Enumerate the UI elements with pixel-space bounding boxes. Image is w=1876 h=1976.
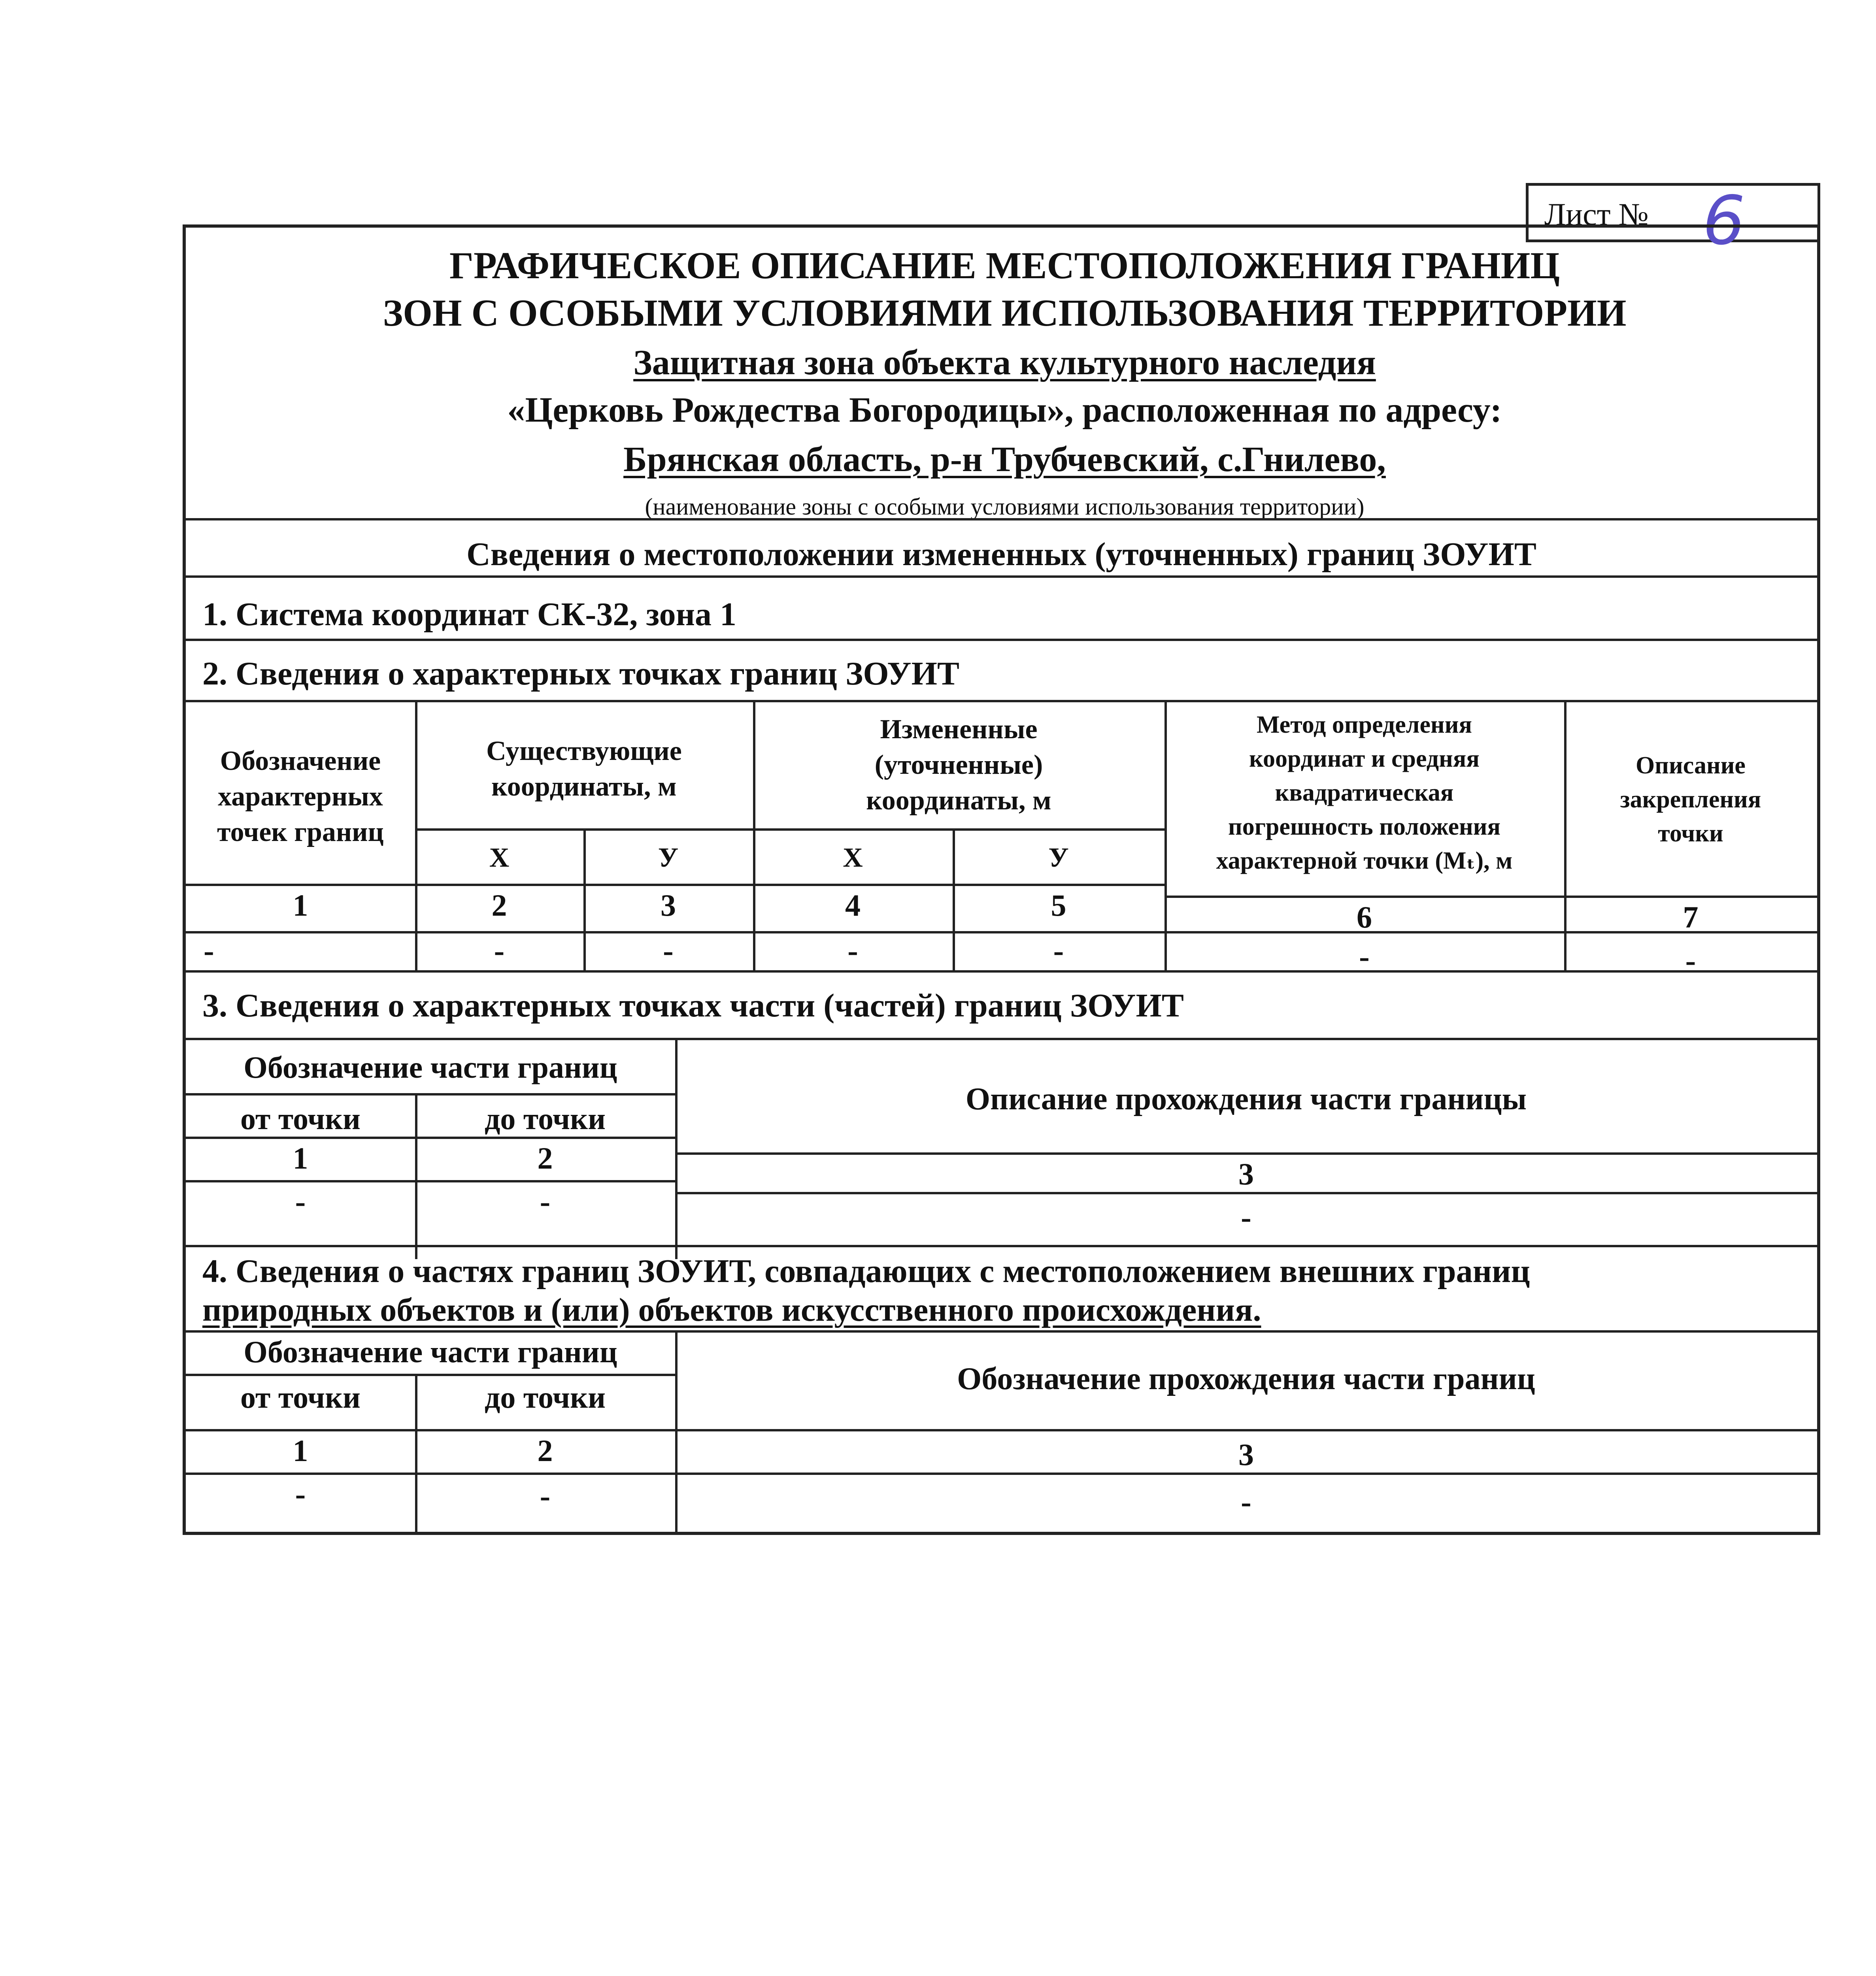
header-text: Измененные — [880, 714, 1038, 745]
header-text: погрешность положения — [1228, 813, 1500, 840]
section3-title: 3. Сведения о характерных точках части (частей) границ ЗОУИТ — [202, 987, 1184, 1024]
header-text: характерных — [218, 781, 383, 812]
col-changed-coords — [753, 712, 1164, 818]
table-line — [186, 1093, 675, 1095]
header-text: координаты, м — [866, 785, 1051, 816]
col-fixing-description — [1564, 749, 1817, 850]
col-x-existing: Х — [489, 843, 510, 873]
description-header: Описание прохождения части границы — [965, 1082, 1527, 1116]
part-designation-header: Обозначение части границ — [243, 1335, 617, 1369]
table-cell: - — [1241, 1200, 1251, 1235]
col-method — [1164, 708, 1564, 878]
col-y-existing: У — [658, 843, 679, 873]
divider — [186, 1245, 1817, 1247]
header-text: координаты, м — [491, 771, 677, 802]
table-line — [186, 1429, 1817, 1431]
col-number: 2 — [537, 1433, 553, 1468]
divider — [186, 518, 1817, 520]
col-number: 1 — [293, 888, 308, 922]
zone-name-text: Защитная зона объекта культурного наследия — [633, 343, 1376, 382]
col-x-changed: Х — [843, 843, 863, 873]
col-existing-coords — [415, 733, 753, 805]
sheet-number-handwritten: 6 — [1702, 182, 1746, 260]
header-text: точки — [1658, 820, 1723, 847]
table-line — [186, 1473, 1817, 1475]
table-line — [675, 1152, 1817, 1155]
table-line — [1164, 896, 1817, 898]
header-text: Описание — [1636, 752, 1746, 779]
section1-title: 1. Система координат СК-32, зона 1 — [202, 596, 737, 633]
table-cell: - — [1053, 933, 1064, 968]
title-line-1: ГРАФИЧЕСКОЕ ОПИСАНИЕ МЕСТОПОЛОЖЕНИЯ ГРАНИЦ — [449, 244, 1560, 287]
from-point-header: от точки — [240, 1101, 360, 1136]
table-cell: - — [295, 1184, 306, 1219]
header-text: закрепления — [1620, 786, 1761, 813]
col-number: 7 — [1683, 900, 1699, 934]
part-designation-header: Обозначение части границ — [243, 1050, 617, 1084]
col-number: 4 — [845, 888, 861, 922]
table-cell: - — [494, 933, 505, 968]
object-name-line: «Церковь Рождества Богородицы», расположенная по адресу: — [507, 390, 1502, 430]
col-number: 2 — [537, 1141, 553, 1175]
main-frame — [183, 224, 1820, 1535]
address-text: Брянская область, р-н Трубчевский, с.Гнилево, — [623, 440, 1386, 479]
table-line — [186, 1180, 675, 1182]
table-line — [675, 1192, 1817, 1194]
header-text: (уточненные) — [874, 750, 1043, 780]
header-text: координат и средняя — [1249, 745, 1480, 772]
col-number: 6 — [1357, 900, 1372, 934]
table-cell: - — [1685, 943, 1696, 978]
section4-title-line2-text: природных объектов и (или) объектов искусственного происхождения. — [202, 1292, 1261, 1328]
table-cell: - — [540, 1479, 551, 1514]
address-line — [186, 439, 1823, 480]
sheet-label: Лист № — [1544, 197, 1649, 232]
table-cell: - — [204, 933, 214, 968]
table-cell: - — [540, 1184, 551, 1219]
header-text: Существующие — [486, 736, 682, 766]
col-number: 5 — [1051, 888, 1066, 922]
divider — [186, 1038, 1817, 1040]
to-point-header: до точки — [484, 1101, 606, 1136]
table-cell: - — [847, 933, 858, 968]
section-main-title: Сведения о местоположении измененных (уточненных) границ ЗОУИТ — [466, 536, 1536, 573]
divider — [186, 639, 1817, 641]
col-number: 1 — [293, 1141, 308, 1175]
header-text: Метод определения — [1256, 711, 1472, 738]
section4-title-line2 — [202, 1291, 1261, 1329]
designation-header: Обозначение прохождения части границ — [957, 1361, 1535, 1396]
divider — [186, 1330, 1817, 1333]
zone-caption: (наименование зоны с особыми условиями использования территории) — [645, 494, 1365, 520]
table-cell: - — [295, 1477, 306, 1512]
divider — [186, 700, 1817, 702]
table-line — [415, 828, 1164, 831]
divider — [186, 575, 1817, 578]
table-cell: - — [1241, 1485, 1251, 1520]
section2-title: 2. Сведения о характерных точках границ ЗОУИТ — [202, 655, 959, 692]
from-point-header: от точки — [240, 1380, 360, 1414]
table-line — [186, 884, 1164, 886]
table-cell: - — [663, 933, 674, 968]
col-point-designation — [186, 743, 415, 850]
col-number: 3 — [1238, 1437, 1254, 1472]
table-line — [186, 1137, 675, 1139]
zone-name-line — [186, 342, 1823, 383]
to-point-header: до точки — [484, 1380, 606, 1414]
col-number: 2 — [491, 888, 507, 922]
header-text: квадратическая — [1275, 779, 1454, 806]
table-line — [186, 1374, 675, 1376]
section4-title-line1: 4. Сведения о частях границ ЗОУИТ, совпадающих с местоположением внешних границ — [202, 1253, 1530, 1290]
col-number: 1 — [293, 1433, 308, 1468]
divider — [186, 970, 1817, 973]
col-number: 3 — [661, 888, 676, 922]
col-number: 3 — [1238, 1157, 1254, 1191]
title-line-2: ЗОН С ОСОБЫМИ УСЛОВИЯМИ ИСПОЛЬЗОВАНИЯ ТЕРРИТОРИИ — [383, 292, 1627, 334]
header-text: точек границ — [217, 817, 384, 847]
header-text: Обозначение — [220, 746, 381, 776]
col-y-changed: У — [1048, 843, 1069, 873]
header-text: характерной точки (Mₜ), м — [1216, 847, 1513, 874]
table-cell: - — [1359, 939, 1370, 974]
